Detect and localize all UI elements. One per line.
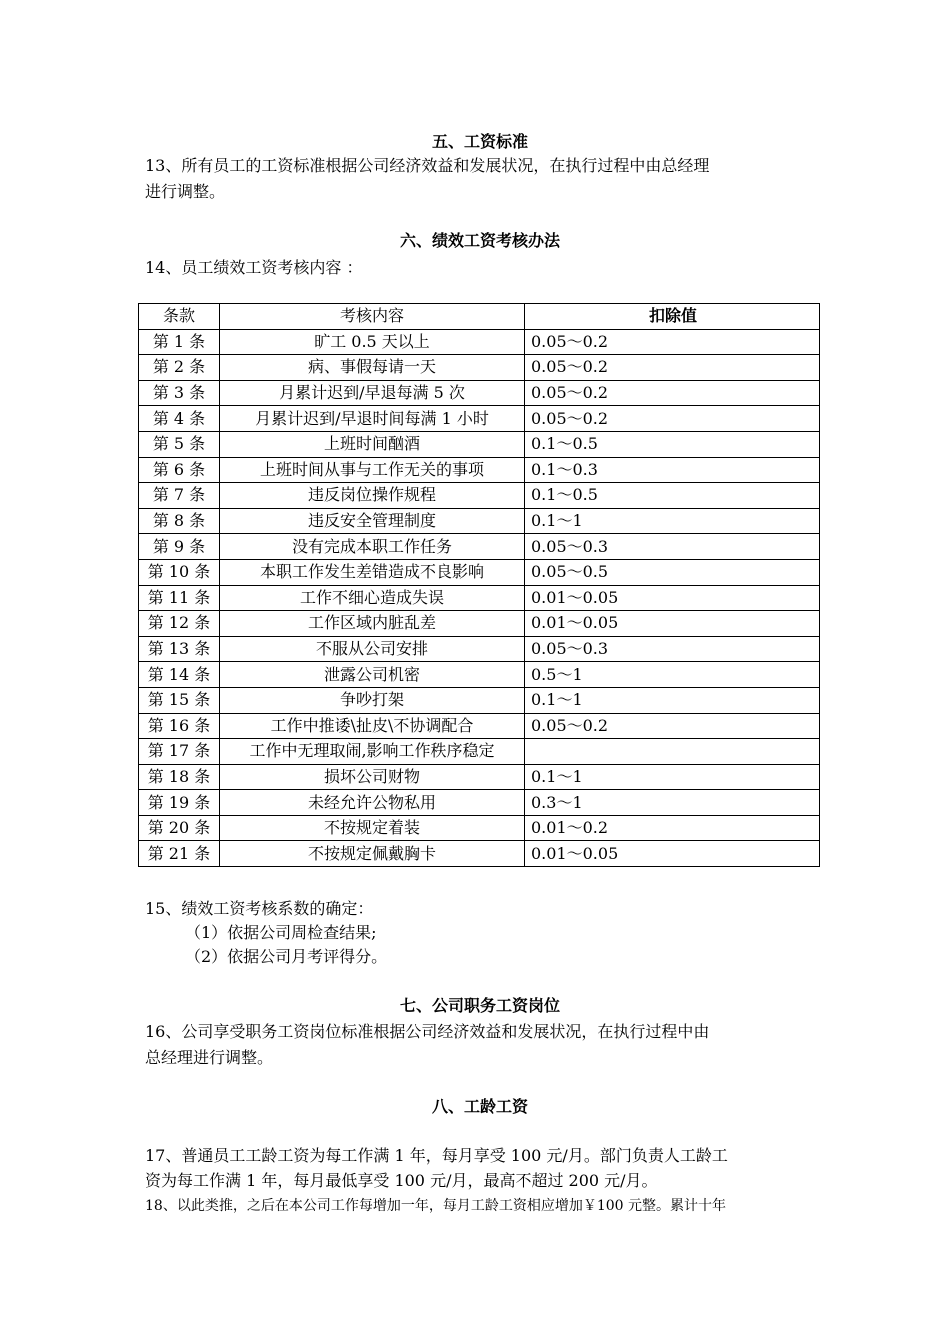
content-cell: 违反岗位操作规程 (220, 483, 525, 509)
paragraph-18-line-1: 18、以此类推，之后在本公司工作每增加一年，每月工龄工资相应增加￥100 元整。累计十年 (145, 1198, 726, 1214)
table-header-row (139, 304, 820, 330)
table-row (139, 662, 820, 688)
deduction-cell: 0.01～0.05 (525, 585, 820, 611)
clause-cell: 第 4 条 (139, 406, 220, 432)
deduction-cell: 0.01～0.2 (525, 815, 820, 841)
content-cell: 未经允许公物私用 (220, 790, 525, 816)
clause-cell: 第 16 条 (139, 713, 220, 739)
clause-cell: 第 5 条 (139, 431, 220, 457)
content-cell: 本职工作发生差错造成不良影响 (220, 559, 525, 585)
clause-cell: 第 12 条 (139, 611, 220, 637)
table-row (139, 687, 820, 713)
clause-cell: 第 10 条 (139, 559, 220, 585)
paragraph-16-line-1: 16、公司享受职务工资岗位标准根据公司经济效益和发展状况，在执行过程中由 (145, 1022, 710, 1041)
clause-cell: 第 11 条 (139, 585, 220, 611)
clause-cell: 第 21 条 (139, 841, 220, 867)
paragraph-15-item-1: （1）依据公司周检查结果; (185, 923, 377, 942)
deduction-cell: 0.05～0.3 (525, 534, 820, 560)
clause-cell: 第 17 条 (139, 739, 220, 765)
content-cell: 没有完成本职工作任务 (220, 534, 525, 560)
deduction-cell: 0.1～0.5 (525, 431, 820, 457)
paragraph-15-title: 15、绩效工资考核系数的确定： (145, 899, 374, 918)
deduction-cell: 0.01～0.05 (525, 611, 820, 637)
paragraph-14: 14、员工绩效工资考核内容 ： (145, 258, 363, 277)
deduction-cell: 0.05～0.2 (525, 713, 820, 739)
section-7-heading: 七、公司职务工资岗位 (399, 996, 560, 1015)
content-cell: 工作中推诿\扯皮\不协调配合 (220, 713, 525, 739)
content-cell: 工作区域内脏乱差 (220, 611, 525, 637)
content-cell: 工作不细心造成失误 (220, 585, 525, 611)
table-row (139, 380, 820, 406)
table-row (139, 815, 820, 841)
table-row (139, 406, 820, 432)
table-row (139, 508, 820, 534)
table-row (139, 431, 820, 457)
header-content: 考核内容 (220, 304, 525, 330)
table-row (139, 329, 820, 355)
clause-cell: 第 14 条 (139, 662, 220, 688)
table-row (139, 841, 820, 867)
table-row (139, 457, 820, 483)
section-6-heading: 六、绩效工资考核办法 (399, 231, 560, 250)
deduction-cell: 0.1～0.5 (525, 483, 820, 509)
deduction-cell: 0.05～0.2 (525, 329, 820, 355)
clause-cell: 第 19 条 (139, 790, 220, 816)
header-clause: 条款 (139, 304, 220, 330)
deduction-cell: 0.05～0.2 (525, 380, 820, 406)
content-cell: 违反安全管理制度 (220, 508, 525, 534)
paragraph-16-line-2: 总经理进行调整。 (145, 1048, 274, 1067)
clause-cell: 第 18 条 (139, 764, 220, 790)
clause-cell: 第 8 条 (139, 508, 220, 534)
deduction-cell: 0.1～1 (525, 508, 820, 534)
table-body (139, 329, 820, 866)
table-row (139, 764, 820, 790)
clause-cell: 第 3 条 (139, 380, 220, 406)
content-cell: 不服从公司安排 (220, 636, 525, 662)
header-deduction: 扣除值 (525, 304, 820, 330)
table-row (139, 713, 820, 739)
deduction-cell: 0.5～1 (525, 662, 820, 688)
content-cell: 上班时间从事与工作无关的事项 (220, 457, 525, 483)
table-row (139, 355, 820, 381)
content-cell: 争吵打架 (220, 687, 525, 713)
content-cell: 损坏公司财物 (220, 764, 525, 790)
table-row (139, 534, 820, 560)
deduction-cell: 0.01～0.05 (525, 841, 820, 867)
content-cell: 月累计迟到/早退每满 5 次 (220, 380, 525, 406)
deduction-cell: 0.1～1 (525, 764, 820, 790)
deduction-cell: 0.05～0.5 (525, 559, 820, 585)
table-row (139, 559, 820, 585)
clause-cell: 第 20 条 (139, 815, 220, 841)
content-cell: 旷工 0.5 天以上 (220, 329, 525, 355)
table-row (139, 483, 820, 509)
deduction-cell (525, 739, 820, 765)
paragraph-13-line-2: 进行调整。 (145, 182, 226, 201)
deduction-cell: 0.05～0.2 (525, 355, 820, 381)
assessment-table (138, 303, 820, 867)
table-row (139, 636, 820, 662)
clause-cell: 第 2 条 (139, 355, 220, 381)
paragraph-13-line-1: 13、所有员工的工资标准根据公司经济效益和发展状况，在执行过程中由总经理 (145, 156, 710, 175)
deduction-cell: 0.05～0.2 (525, 406, 820, 432)
table-row (139, 611, 820, 637)
content-cell: 不按规定佩戴胸卡 (220, 841, 525, 867)
content-cell: 月累计迟到/早退时间每满 1 小时 (220, 406, 525, 432)
deduction-cell: 0.1～0.3 (525, 457, 820, 483)
section-8-heading: 八、工龄工资 (431, 1097, 528, 1116)
paragraph-15-item-2: （2）依据公司月考评得分。 (185, 947, 388, 966)
section-5-heading: 五、工资标准 (431, 132, 528, 151)
content-cell: 病、事假每请一天 (220, 355, 525, 381)
clause-cell: 第 9 条 (139, 534, 220, 560)
table-row (139, 585, 820, 611)
paragraph-17-line-1: 17、普通员工工龄工资为每工作满 1 年，每月享受 100 元/月。部门负责人工龄工 (145, 1146, 728, 1165)
clause-cell: 第 7 条 (139, 483, 220, 509)
clause-cell: 第 13 条 (139, 636, 220, 662)
deduction-cell: 0.3～1 (525, 790, 820, 816)
paragraph-17-line-2: 资为每工作满 1 年，每月最低享受 100 元/月，最高不超过 200 元/月。 (145, 1171, 658, 1190)
content-cell: 上班时间酗酒 (220, 431, 525, 457)
deduction-cell: 0.1～1 (525, 687, 820, 713)
clause-cell: 第 15 条 (139, 687, 220, 713)
deduction-cell: 0.05～0.3 (525, 636, 820, 662)
table-row (139, 790, 820, 816)
clause-cell: 第 1 条 (139, 329, 220, 355)
content-cell: 工作中无理取闹,影响工作秩序稳定 (220, 739, 525, 765)
clause-cell: 第 6 条 (139, 457, 220, 483)
content-cell: 不按规定着装 (220, 815, 525, 841)
content-cell: 泄露公司机密 (220, 662, 525, 688)
table-row (139, 739, 820, 765)
